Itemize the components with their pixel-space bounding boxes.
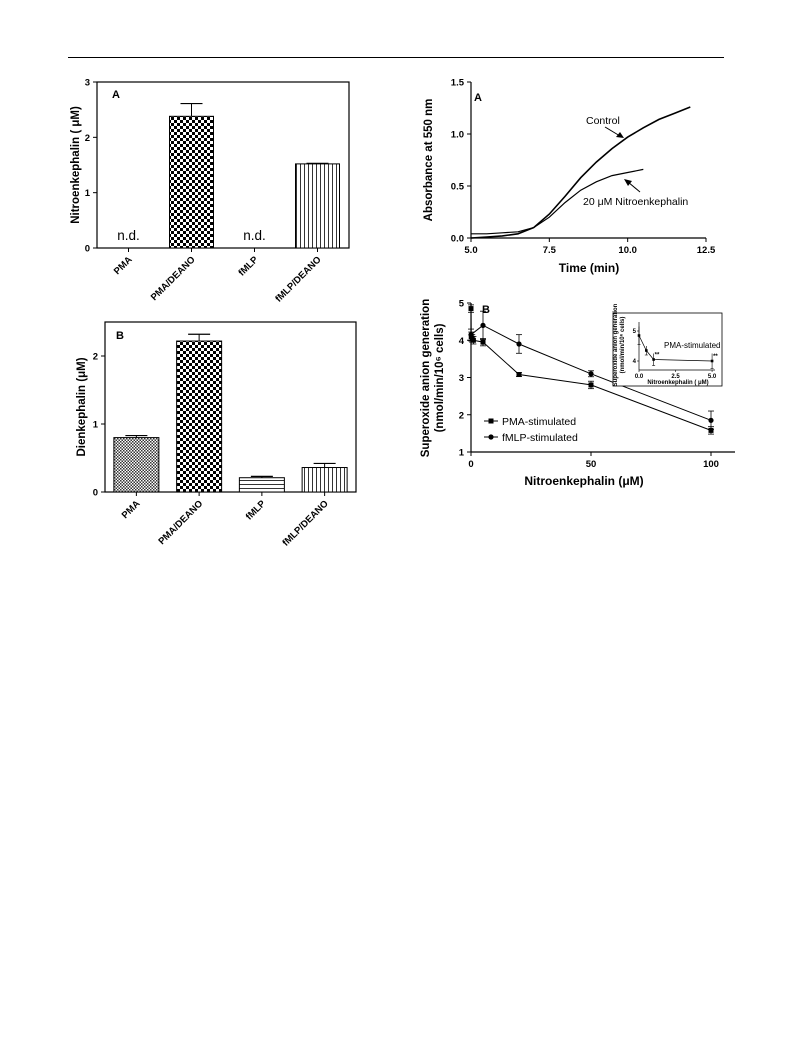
inset-y-label-line2: (nmol/min/10⁶ cells) xyxy=(620,316,626,374)
category-label: fMLP/DEANO xyxy=(280,498,331,549)
nitro-y-axis-label: Nitroenkephalin ( μM) xyxy=(70,106,82,224)
y-tick-label: 2 xyxy=(458,410,464,422)
bar xyxy=(170,116,214,248)
x-tick-label: 7.5 xyxy=(542,245,556,256)
sup-panel-label: B xyxy=(482,304,490,316)
pma-data-point xyxy=(517,372,522,377)
dienkephalin-bar-chart xyxy=(76,322,356,549)
fmlp-data-point xyxy=(516,341,521,346)
y-tick-label: 0 xyxy=(92,487,98,499)
inset-title: PMA-stimulated xyxy=(664,341,721,350)
bar xyxy=(296,164,340,248)
category-label: PMA xyxy=(119,498,143,522)
inset-data-point xyxy=(638,334,641,337)
inset-y-tick-label: 5 xyxy=(632,329,636,335)
bar xyxy=(302,468,347,492)
nitroenkephalin-bar-chart xyxy=(70,78,349,305)
sup-legend xyxy=(484,416,578,444)
x-tick-label: 12.5 xyxy=(696,245,716,256)
sup-y-axis-label-line2: (nmol/min/10⁶ cells) xyxy=(434,323,446,433)
abs-x-axis-label: Time (min) xyxy=(558,261,620,275)
legend-marker-fmlp xyxy=(488,434,493,439)
category-label: PMA/DEANO xyxy=(156,498,206,548)
inset-x-tick-label: 2.5 xyxy=(671,374,680,380)
pma-data-point xyxy=(469,306,474,311)
y-tick-label: 1 xyxy=(458,447,464,459)
legend-label-pma: PMA-stimulated xyxy=(502,416,577,428)
bar xyxy=(177,341,222,492)
inset-data-point xyxy=(711,360,714,363)
inset-y-tick-label: 4 xyxy=(632,359,636,365)
inset-significance-mark: ** xyxy=(713,354,718,360)
inset-data-point xyxy=(645,349,648,352)
pma-data-point xyxy=(589,382,594,387)
absorbance-line-chart xyxy=(423,78,716,276)
bar xyxy=(114,438,159,492)
sup-x-axis-label: Nitroenkephalin (μM) xyxy=(524,474,644,488)
inset-x-tick-label: 0.0 xyxy=(634,374,644,380)
x-tick-label: 0 xyxy=(468,459,474,470)
sup-inset xyxy=(613,303,722,386)
y-tick-label: 0.0 xyxy=(450,233,464,245)
y-tick-label: 0.5 xyxy=(450,181,464,193)
bar xyxy=(239,478,284,492)
x-tick-label: 50 xyxy=(585,459,597,470)
inset-significance-mark: ** xyxy=(654,352,660,359)
x-tick-label: 100 xyxy=(703,459,719,470)
legend-marker-pma xyxy=(489,419,494,424)
inset-x-label: Nitroenkephalin ( μM) xyxy=(647,380,709,386)
y-tick-label: 1.5 xyxy=(450,77,464,89)
nitro-annotation: 20 μM Nitroenkephalin xyxy=(583,196,689,208)
inset-y-label-line1: Superoxide anion generation xyxy=(613,303,619,387)
y-tick-label: 5 xyxy=(458,298,464,310)
dienk-panel-label: B xyxy=(116,330,124,342)
y-tick-label: 4 xyxy=(458,335,464,347)
fmlp-data-point xyxy=(468,332,473,337)
category-label: PMA xyxy=(111,254,135,278)
control-trace xyxy=(471,107,690,238)
pma-data-point xyxy=(481,340,486,345)
y-tick-label: 3 xyxy=(84,77,90,89)
category-label: fMLP xyxy=(236,254,261,279)
fmlp-data-point xyxy=(708,418,713,423)
y-tick-label: 3 xyxy=(458,373,464,384)
sup-y-axis-label-line1: Superoxide anion generation xyxy=(420,298,432,458)
control-annotation: Control xyxy=(586,115,620,127)
inset-data-point xyxy=(652,358,655,361)
legend-label-fmlp: fMLP-stimulated xyxy=(502,432,578,444)
x-tick-label: 10.0 xyxy=(618,245,637,256)
control-arrow xyxy=(605,127,620,136)
category-label: PMA/DEANO xyxy=(148,254,198,304)
x-tick-label: 5.0 xyxy=(464,245,478,256)
superoxide-line-chart xyxy=(420,299,735,489)
y-tick-label: 0 xyxy=(84,243,90,255)
not-determined-label: n.d. xyxy=(243,228,266,243)
nitro-panel-label: A xyxy=(112,89,120,101)
fmlp-data-point xyxy=(480,323,485,328)
fmlp-data-point xyxy=(588,371,593,376)
abs-y-axis-label: Absorbance at 550 nm xyxy=(423,98,435,222)
category-label: fMLP xyxy=(243,498,268,523)
y-tick-label: 1.0 xyxy=(450,129,464,141)
y-tick-label: 1 xyxy=(84,188,90,200)
inset-x-tick-label: 5.0 xyxy=(707,374,717,380)
y-tick-label: 2 xyxy=(84,132,90,144)
abs-panel-label: A xyxy=(474,92,482,104)
dienk-y-axis-label: Dienkephalin (μM) xyxy=(76,357,88,457)
category-label: fMLP/DEANO xyxy=(273,254,324,305)
y-tick-label: 2 xyxy=(92,351,98,363)
control-arrowhead xyxy=(616,132,624,138)
y-tick-label: 1 xyxy=(92,419,98,431)
not-determined-label: n.d. xyxy=(117,228,140,243)
